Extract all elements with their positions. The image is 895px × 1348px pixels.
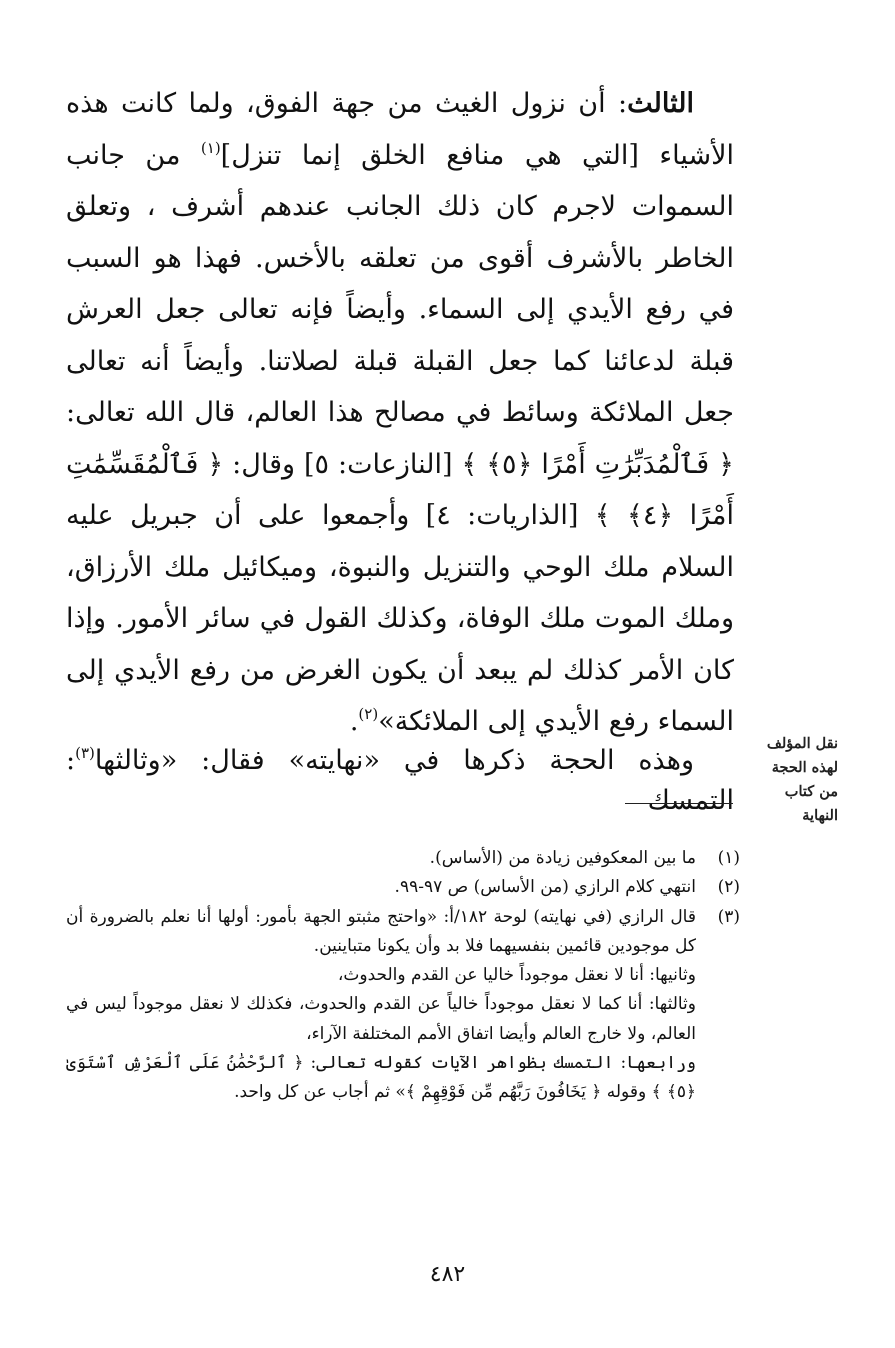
margin-note-line: لهذه الحجة: [771, 759, 838, 776]
footnotes: [66, 844, 740, 1108]
margin-note: [752, 732, 838, 828]
footnote-ref-3: (٣): [75, 744, 95, 762]
footnote-line: قال الرازي (في نهايته) لوحة ١٨٢/أ: «واحتج مثبتو الجهة بأمور: أولها أنا نعلم بالضرورة أن كل موجودين قائمين بنفسيهما فلا بد وأن يكونا متباينين.: [66, 906, 696, 956]
section-keyword: الثالث: [627, 88, 694, 119]
footnote-body: [66, 873, 696, 902]
footnote-line: وثانيها: أنا لا نعقل موجوداً خاليا عن القدم والحدوث،: [337, 965, 696, 986]
margin-note-line: النهاية: [802, 807, 838, 824]
footnote-ref-2: (٢): [358, 705, 379, 723]
footnote-line: وثالثها: أنا كما لا نعقل موجوداً خالياً عن القدم والحدوث، فكذلك لا نعقل موجوداً ليس في العالم، ولا خارج العالم وأيضا اتفاق الأمم المختلفة الآراء،: [66, 994, 696, 1044]
paragraph-segment: : التمسك: [66, 745, 734, 816]
margin-note-line: نقل المؤلف: [766, 735, 838, 752]
footnote-line: انتهي كلام الرازي (من الأساس) ص ٩٧-٩٩.: [394, 877, 696, 898]
footnote-number: (٣): [717, 906, 740, 927]
margin-note-line: من كتاب: [784, 783, 838, 800]
footnote-item: [66, 844, 740, 873]
footnote-body: [66, 844, 696, 873]
main-text-segment: من جانب السموات لاجرم كان ذلك الجانب عندهم أشرف ، وتعلق الخاطر بالأشرف أقوى من تعلقه بالأخس. فهذا هو السبب في رفع الأيدي إلى السماء. وأيضاً فإنه تعالى جعل العرش قبلة لدعائنا كما جعل القبلة قبلة لصلاتنا. وأيضاً أنه تعالى جعل الملائكة وسائط في مصالح هذا العالم، قال الله تعالى: ﴿ فَٱلْمُدَبِّرَٰتِ أَمْرًا ﴿٥﴾ ﴾ [النازعات: ٥] وقال: ﴿ فَٱلْمُقَسِّمَٰتِ أَمْرًا ﴿٤﴾ ﴾ [الذاريات: ٤] وأجمعوا على أن جبريل عليه السلام ملك الوحي والتنزيل والنبوة، وميكائيل ملك الأرزاق، وملك الموت ملك الوفاة، وكذلك القول في سائر الأمور. وإذا كان الأمر كذلك لم يبعد أن يكون الغرض من رفع الأيدي إلى السماء رفع الأيدي إلى الملائكة»: [66, 139, 734, 737]
footnote-body: [66, 903, 696, 1108]
main-text: [66, 78, 734, 748]
footnote-separator: [625, 803, 733, 804]
footnote-number: (٢): [717, 877, 740, 898]
footnote-ref-1: (١): [200, 138, 221, 157]
footnote-line: ورابعها: التمسك بظواهر الآيات كقوله تعالى: ﴿ ٱلرَّحْمَٰنُ عَلَى ٱلْعَرْشِ ٱسْتَوَىٰ ﴿٥﴾ ﴾ وقوله ﴿ يَخَافُونَ رَبَّهُم مِّن فَوْقِهِمْ ﴾» ثم أجاب عن كل واحد.: [66, 1053, 696, 1103]
footnote-number: (١): [717, 848, 740, 868]
second-paragraph: [66, 741, 734, 821]
page-number: ٤٨٢: [429, 1262, 466, 1287]
paragraph-segment: وهذه الحجة ذكرها في «نهايته» فقال: «وثالثها: [94, 745, 694, 776]
main-paragraph: [66, 78, 734, 748]
footnote-line: ما بين المعكوفين زيادة من (الأساس).: [429, 848, 696, 868]
main-text-segment: .: [349, 706, 359, 737]
main-text-segment: : أن نزول الغيث من جهة الفوق، ولما كانت هذه الأشياء [التي هي منافع الخلق إنما تنزل]: [66, 88, 734, 171]
footnote-item: [66, 873, 740, 902]
footnote-item: [66, 903, 740, 1108]
